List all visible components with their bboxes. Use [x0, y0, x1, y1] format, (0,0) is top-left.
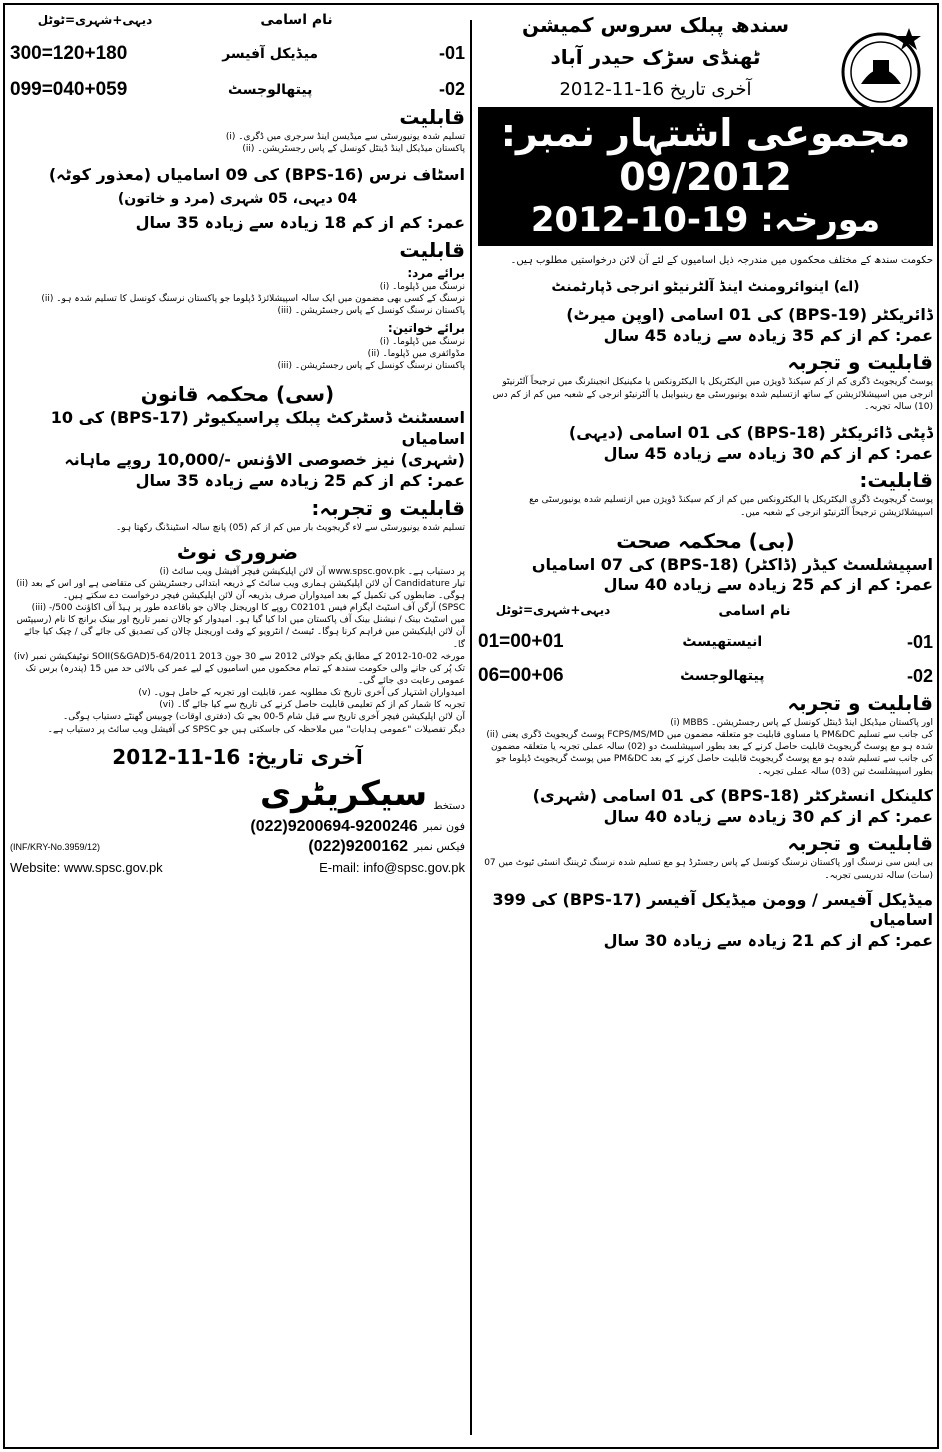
specialist-qual-heading: قابلیت و تجربہ — [787, 691, 933, 716]
row-index: -02 — [906, 665, 933, 686]
important-note-heading: ضروری نوٹ — [176, 539, 299, 564]
spsc-emblem-icon — [835, 24, 927, 116]
female-heading: برائے خواتین: — [387, 320, 465, 335]
mo-col-name: نام اسامی — [260, 12, 333, 29]
right-column — [478, 12, 933, 1437]
note-item: (vi) تجربہ کا شمار کم از کم تعلیمی قابلیت حاصل کرنے کی تاریخ سے کیا جائے گا۔ — [159, 700, 465, 711]
column-divider — [470, 20, 472, 1435]
website-link[interactable]: Website: www.spsc.gov.pk — [10, 859, 163, 875]
section-c-title: (سی) محکمہ قانون — [140, 382, 335, 407]
clinical-qual-heading: قابلیت و تجربہ — [787, 831, 933, 856]
mo-qual-2: (ii) پاکستان میڈیکل اینڈ ڈینٹل کونسل کے پاس رجسٹریشن۔ — [242, 143, 465, 154]
table-row — [478, 631, 933, 653]
deputy-director-post: ڈپٹی ڈائریکٹر (BPS-18) کی 01 اسامی (دیہی) — [568, 422, 933, 442]
clinical-qual-text: بی ایس سی نرسنگ اور پاکستان نرسنگ کونسل کے پاس رجسٹرڈ ہو مع تسلیم شدہ نرسنگ ٹریننگ انسٹی ٹیوٹ میں 07 (سات) سالہ تدریسی تجربہ۔ — [484, 858, 933, 881]
phone-label: فون نمبر — [423, 820, 465, 834]
note-item: (iii) -/500 روپے کا اوریجنل چالان جو باقاعدہ طور پر ہیڈ آف اکاؤنٹ C02101 آرگن آف اسٹیٹ ایگزام فیس (SPSC رسیپٹس) میں اسٹیٹ بینک / نیشنل بینک آف پاکستان میں ادا کیا گیا ہو۔ امیدوار کو چالان نمبر تاریخ اور بینک برانچ کا نام آن لائن اپلیکیشن میں فراہم کرنا ہوگا۔ ٹیسٹ / انٹرویو کے وقت اوریجنل چالان کی تصدیق کی جائے گی / چیک کیا جائے گا۔ — [16, 603, 465, 650]
law-allowance: (شہری) نیز خصوصی الاؤنس -/10,000 روپے ماہانہ — [64, 450, 465, 469]
specialist-col-name: نام اسامی — [718, 602, 791, 619]
row-index: -02 — [438, 79, 465, 100]
specialist-qual-2: (ii) پوسٹ گریجویٹ ڈگری یعنی FCPS/MS/MD یا مساوی قابلیت جو متعلقہ مضمون میں PM&DC کی جانب سے تسلیم شدہ ہو مع پوسٹ گریجویٹ قابلیت حاصل کرنے کے بعد بطور اسپیشلسٹ دو (02) سالہ عملی تجربہ یا متعلقہ مضمون میں پوسٹ گریجویٹ ڈپلوما جو PM&DC کی جانب سے تسلیم شدہ ہو مع پوسٹ گریجویٹ قابلیت حاصل کرنے کے بعد بطور اسپیشلسٹ تین (03) سالہ عملی تجربہ۔ — [486, 730, 933, 777]
staff-nurse-post: اسٹاف نرس (BPS-16) کی 09 اسامیاں (معذور کوٹہ) — [48, 165, 465, 185]
male-qual-2: (ii) نرسنگ کے کسی بھی مضمون میں ایک سالہ اسپیشلائزڈ ڈپلوما جو پاکستان نرسنگ کونسل کا تسلیم شدہ ہو۔ — [41, 293, 465, 304]
male-qual-1: (i) نرسنگ میں ڈپلوما۔ — [379, 281, 465, 292]
row-count: 099=040+059 — [10, 78, 128, 100]
specialist-qual-1: (i) MBBS اور پاکستان میڈیکل اینڈ ڈینٹل کونسل کے پاس رجسٹریشن۔ — [670, 718, 933, 729]
row-index: -01 — [906, 631, 933, 652]
clinical-instructor-post: کلینکل انسٹرکٹر (BPS-18) کی 01 اسامی (شہری) — [532, 785, 933, 805]
specialist-col-count: دیہی+شہری=ٹوٹل — [495, 603, 611, 618]
footer-last-date: آخری تاریخ: 16-11-2012 — [112, 744, 363, 769]
director-post: ڈائریکٹر (BPS-19) کی 01 اسامی (اوپن میرٹ) — [566, 304, 933, 324]
note-item: (iv) نوٹیفکیشن نمبر SOII(S&GAD)5-64/2011 مورخہ 02-10-2012 کے مطابق یکم جولائی 2012 سے 30 جون 2013 تک پُر کی جانے والی حکومت سندھ کے تمام محکموں میں اسامیوں کے لیے عمر کی بالائی حد میں 15 (پندرہ) برس تک عمومی رعایت دی جائے گی۔ — [13, 651, 465, 686]
intro-text: حکومت سندھ کے مختلف محکموں میں مندرجہ ذیل اسامیوں کے لئے آن لائن درخواستیں مطلوب ہیں۔ — [510, 255, 933, 267]
mo-qual-1: (i) تسلیم شدہ یونیورسٹی سے میڈیسن اینڈ سرجری میں ڈگری۔ — [225, 131, 465, 142]
section-b-title: (بی) محکمہ صحت — [616, 528, 795, 553]
fax-label: فیکس نمبر — [414, 840, 465, 854]
male-qual-3: (iii) پاکستان نرسنگ کونسل کے پاس رجسٹریشن۔ — [277, 305, 465, 316]
staff-nurse-quota: 04 دیہی، 05 شہری (مرد و خاتون) — [117, 190, 358, 207]
note-item: (ii) آن لائن اپلیکیشن ہماری ویب سائٹ کے ذریعہ ابتدائی رجسٹریشن کی متقاضی ہے اور اس کے بعد Candidature تیار ہوگی۔ ضابطوں کی تکمیل کے بعد امیدواران صرف بذریعہ آن لائن اپلیکیشن فیچر درخواست دے سکتے ہیں۔ — [16, 578, 465, 602]
law-qual-heading: قابلیت و تجربہ: — [311, 495, 465, 520]
row-name: پیتھالوجسٹ — [227, 81, 313, 98]
row-count: 06=00+06 — [478, 665, 564, 687]
table-row — [478, 665, 933, 687]
ad-date: مورخہ: 19-10-2012 — [530, 200, 881, 241]
note-item: آن لائن اپلیکیشن فیچر آخری تاریخ سے قبل شام 5-00 بجے تک (دفتری اوقات) چوبیس گھنٹے دستیاب ہوگی۔ — [62, 712, 465, 723]
row-name: میڈیکل آفیسر — [222, 45, 319, 62]
deputy-qual-heading: قابلیت: — [859, 468, 933, 493]
female-qual-3: (iii) پاکستان نرسنگ کونسل کے پاس رجسٹریشن۔ — [277, 361, 465, 372]
reference-number: (INF/KRY-No.3959/12) — [10, 841, 101, 852]
fax-number: (022)9200162 — [308, 837, 409, 855]
medical-officer-post: میڈیکل آفیسر / وومن میڈیکل آفیسر (BPS-17) کی 399 اسامیاں — [492, 889, 933, 930]
law-qual-text: تسلیم شدہ یونیورسٹی سے لاء گریجویٹ بار میں کم از کم (05) پانچ سالہ اسٹینڈنگ رکھتا ہو۔ — [115, 522, 465, 533]
mo-qual-heading: قابلیت — [399, 104, 465, 129]
male-heading: برائے مرد: — [407, 265, 465, 280]
signed-label: دستخط — [433, 801, 465, 813]
nurse-qual-heading: قابلیت — [399, 237, 465, 262]
email-link[interactable]: E-mail: info@spsc.gov.pk — [319, 859, 465, 875]
org-name: سندھ پبلک سروس کمیشن — [521, 13, 790, 37]
phone-line — [10, 818, 465, 836]
clinical-instructor-age: عمر: کم از کم 30 زیادہ سے زیادہ 40 سال — [603, 806, 933, 826]
specialist-age: عمر: کم از کم 25 زیادہ سے زیادہ 40 سال — [603, 575, 933, 595]
director-qual-heading: قابلیت و تجربہ — [787, 350, 933, 375]
staff-nurse-age: عمر: کم از کم 18 زیادہ سے زیادہ 35 سال — [135, 212, 465, 232]
specialist-table-header — [478, 602, 933, 619]
medical-officer-age: عمر: کم از کم 21 زیادہ سے زیادہ 30 سال — [603, 931, 933, 951]
ad-banner — [478, 107, 933, 246]
signature-block — [10, 774, 465, 814]
org-address: ٹھنڈی سڑک حیدر آباد — [550, 45, 761, 69]
specialist-post: اسپیشلسٹ کیڈر (ڈاکٹر) (BPS-18) کی 07 اسامیاں — [531, 554, 933, 574]
director-qual-text: پوسٹ گریجویٹ ڈگری کم از کم سیکنڈ ڈویژن میں الیکٹریکل یا الیکٹرونکس یا مکینیکل انجینئرنگ میں ترجیحاً آلٹرنیٹو انرجی میں اسپیشلائزیشن کے ساتھ ازتسلیم شدہ یونیورسٹی مع رینیوایبل یا آلٹرنیٹو انرجی کے شعبہ میں کم از کم دس (10) سالہ تجربہ۔ — [492, 377, 933, 412]
row-index: -01 — [438, 43, 465, 64]
row-name: پیتھالوجسٹ — [680, 668, 765, 685]
law-age: عمر: کم از کم 25 زیادہ سے زیادہ 35 سال — [135, 470, 465, 490]
row-count: 01=00+01 — [478, 631, 564, 653]
phone-number: (022)9200694-9200246 — [250, 817, 418, 835]
table-row — [10, 43, 465, 65]
note-item: دیگر تفصیلات "عمومی ہدایات" میں ملاحظہ کی جاسکتی ہیں جو SPSC کی آفیشل ویب سائٹ پر دستیاب ہے۔ — [47, 724, 465, 735]
row-count: 300=120+180 — [10, 42, 128, 64]
table-row — [10, 79, 465, 101]
section-a-title: (اے) اینوائرومنٹ اینڈ آلٹرنیٹو انرجی ڈپارٹمنٹ — [551, 278, 860, 295]
note-item: (i) آن لائن اپلیکیشن فیچر آفیشل ویب سائٹ www.spsc.gov.pk پر دستیاب ہے۔ — [159, 566, 465, 577]
female-qual-2: (ii) مڈوائفری میں ڈپلوما۔ — [367, 349, 465, 360]
secretary-title: سیکریٹری — [260, 773, 428, 814]
deputy-qual-text: پوسٹ گریجویٹ ڈگری الیکٹریکل یا الیکٹرونکس میں کم از کم سیکنڈ ڈویژن میں ازتسلیم شدہ یونیورسٹی مع اسپیشلائزیشن ترجیحاً آلٹرنیٹو انرجی کے شعبہ میں۔ — [529, 495, 933, 518]
note-item: (v) امیدواران اشتہار کی آخری تاریخ تک مطلوبہ عمر، قابلیت اور تجربہ کے حامل ہوں۔ — [138, 688, 465, 699]
ad-number: مجموعی اشتہار نمبر: 09/2012 — [500, 111, 911, 200]
mo-col-count: دیہی+شہری=ٹوٹل — [37, 13, 153, 27]
left-column — [10, 12, 465, 1437]
fax-line — [10, 838, 465, 856]
mo-table-header — [10, 12, 465, 29]
header-last-date: آخری تاریخ 16-11-2012 — [559, 79, 752, 100]
female-qual-1: (i) نرسنگ میں ڈپلوما۔ — [379, 336, 465, 347]
law-post: اسسٹنٹ ڈسٹرکٹ پبلک پراسیکیوٹر (BPS-17) کی 10 اسامیاں — [50, 408, 465, 449]
director-age: عمر: کم از کم 35 زیادہ سے زیادہ 45 سال — [603, 325, 933, 345]
row-name: انیستھیسٹ — [682, 634, 763, 651]
contact-line — [10, 860, 465, 875]
deputy-director-age: عمر: کم از کم 30 زیادہ سے زیادہ 45 سال — [603, 443, 933, 463]
